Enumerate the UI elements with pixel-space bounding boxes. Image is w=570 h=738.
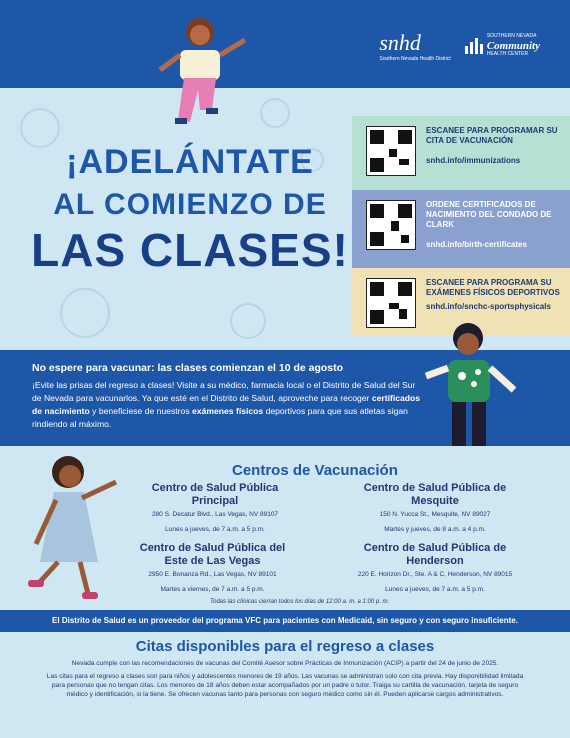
- center-henderson: [350, 542, 520, 593]
- center-address: 220 E. Horizon Dr., Ste. A & C, Henderson, NV 89015: [357, 571, 513, 579]
- center-hours: Martes y jueves, de 8 a.m. a 4 p.m.: [384, 526, 486, 534]
- chc-bars-icon: [465, 38, 483, 54]
- snhd-logo-text: snhd: [379, 30, 421, 55]
- center-name: Centro de Salud Pública Principal: [151, 482, 279, 507]
- qr-card-birth-certificates[interactable]: [352, 190, 570, 268]
- center-hours: Martes a viernes, de 7 a.m. a 5 p.m.: [160, 586, 265, 594]
- girl-illustration-top: [150, 10, 260, 130]
- center-name: Centro de Salud Pública de Mesquite: [363, 482, 507, 507]
- qr-code-icon[interactable]: [366, 200, 416, 250]
- qr-card-title: ESCANEE PARA PROGRAMA SU EXÁMENES FÍSICOS DEPORTIVOS: [426, 278, 560, 297]
- qr-card-title: ESCANEE PARA PROGRAMAR SU CITA DE VACUNACIÓN: [426, 126, 558, 145]
- center-address: 2950 E. Bonanza Rd., Las Vegas, NV 89101: [148, 571, 277, 579]
- snhd-logo-subtext: Southern Nevada Health District: [379, 56, 451, 62]
- appointments-title: Citas disponibles para el regreso a clases: [135, 638, 435, 655]
- center-mesquite: [360, 482, 510, 533]
- sports-physicals-emphasis: exámenes físicos: [192, 406, 264, 417]
- center-name: Centro de Salud Pública del Este de Las Vegas: [139, 542, 286, 567]
- center-principal: [140, 482, 290, 533]
- headline: [30, 143, 350, 277]
- logos: [379, 30, 540, 62]
- headline-line-1: ¡ADELÁNTATE: [66, 143, 314, 181]
- info-band-body: ¡Evite las prisas del regreso a clases! Visite a su médico, farmacia local o el Distrito de Salud del Sur de Nevada para vacunarlos. Ya que esté en el Distrito de Salud, aproveche para recoger certificados de nacimiento y beneficiese de nuestros exámenes físicos deportivos para que sus atletas sigan rindiendo al máximo.: [32, 380, 421, 430]
- chc-logo-top: SOUTHERN NEVADA: [486, 33, 537, 40]
- center-address: 280 S. Decatur Blvd., Las Vegas, NV 89107: [151, 511, 279, 519]
- center-hours: Lunes a jueves, de 7 a.m. a 5 p.m.: [165, 526, 265, 534]
- snhd-logo: [379, 30, 450, 62]
- appointments-section: [0, 632, 570, 738]
- community-health-center-logo: [465, 34, 540, 57]
- center-hours: Lunes a jueves, de 7 a.m. a 5 p.m.: [385, 586, 485, 594]
- qr-card-url[interactable]: snhd.info/birth-certificates: [426, 240, 527, 249]
- qr-code-icon[interactable]: [366, 126, 416, 176]
- qr-card-immunizations[interactable]: [352, 116, 570, 190]
- center-address: 150 N. Yucca St., Mesquite, NV 89027: [379, 511, 491, 519]
- vfc-provider-banner: El Distrito de Salud es un proveedor del programa VFC para pacientes con Medicaid, sin seguro y con seguro insuficiente.: [0, 610, 570, 632]
- acip-statement: Nevada cumple con las recomendaciones de vacunas del Comité Asesor sobre Prácticas de Inmunización (ACIP) a partir del 24 de junio de 2025.: [71, 660, 499, 667]
- qr-card-url[interactable]: snhd.info/snchc-sportsphysicals: [426, 302, 551, 311]
- birth-certificates-emphasis: certificados de nacimiento: [32, 393, 421, 417]
- qr-card-url[interactable]: snhd.info/immunizations: [426, 156, 521, 165]
- chc-logo-name: Community: [486, 39, 540, 52]
- center-east-las-vegas: [130, 542, 295, 593]
- headline-line-2: AL COMIENZO DE: [53, 187, 327, 221]
- clinic-closure-note: Todas las clínicas cierran todos los días de 12:00 a. m. a 1:00 p. m.: [210, 599, 390, 605]
- info-band-lead: No espere para vacunar: las clases comienzan el 10 de agosto: [32, 362, 344, 374]
- qr-card-title: ORDENE CERTIFICADOS DE NACIMIENTO DEL CONDADO DE CLARK: [426, 200, 552, 229]
- centers-title: Centros de Vacunación: [232, 462, 398, 479]
- qr-code-icon[interactable]: [366, 278, 416, 328]
- center-name: Centro de Salud Pública de Henderson: [363, 542, 507, 567]
- headline-line-3: LAS CLASES!: [31, 224, 349, 277]
- appointment-details: Las citas para el regreso a clases son para niños y adolescentes menores de 19 años. Las vacunas se administran solo con cita previa. Hay disponibilidad limitada para personas que no tengan citas. Los menores de 18 años deben estar acompañados por un padre o tutor. Traiga su cartilla de vacunación, tarjeta de seguro médico y identificación, si la tiene. Se ofrecen vacunas tanto para personas con seguro médico como sin él. Pueden aplicarse cargos administrativos.: [46, 673, 524, 699]
- girl-illustration-bottom: [18, 452, 128, 602]
- chc-logo-bottom: HEALTH CENTER: [486, 51, 529, 58]
